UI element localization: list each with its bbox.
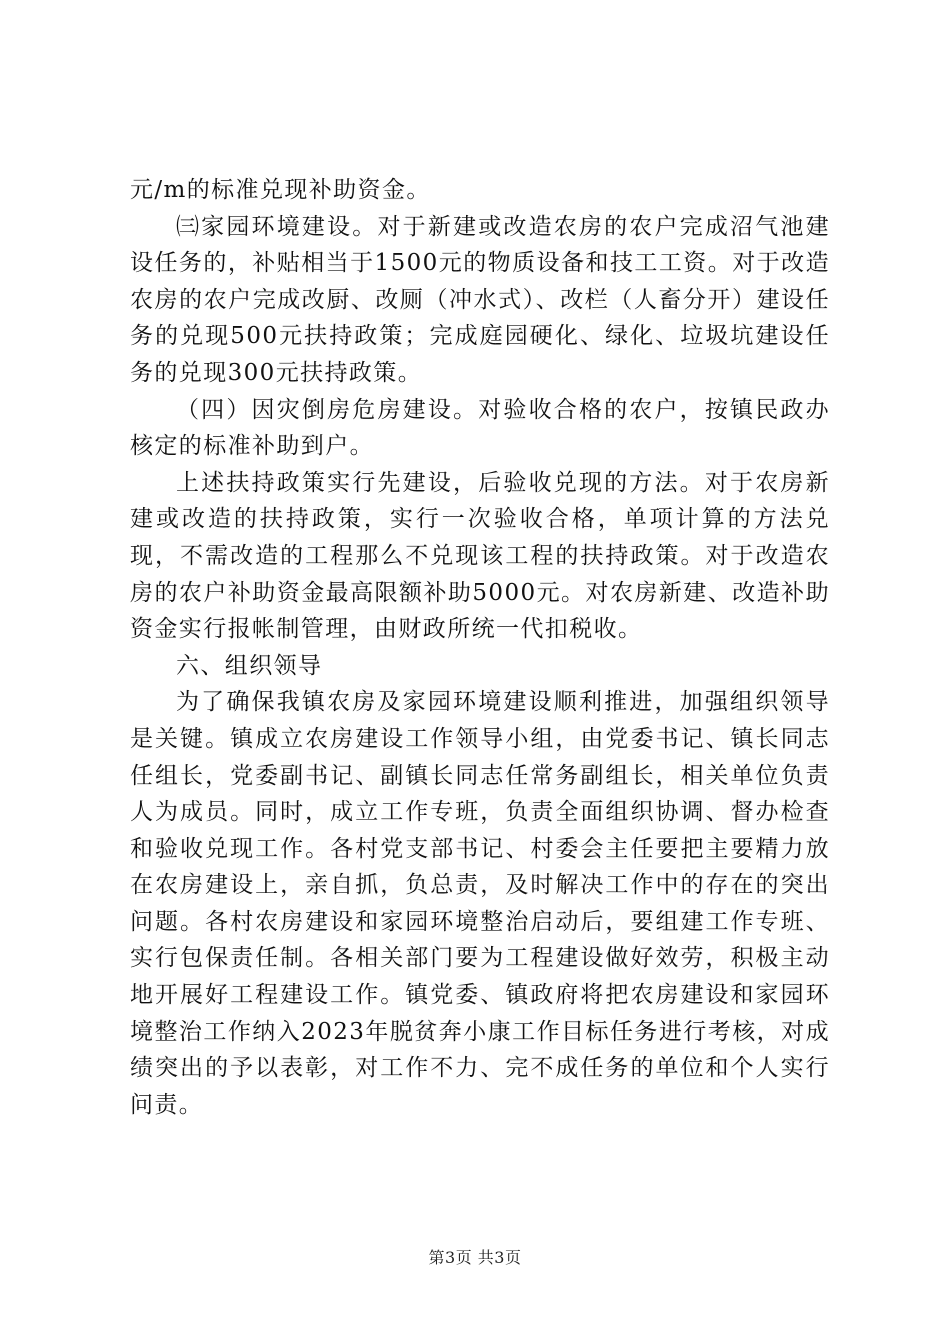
paragraph-disaster-housing: （四）因灾倒房危房建设。对验收合格的农户，按镇民政办核定的标准补助到户。 (130, 396, 830, 460)
section-heading-organization: 六、组织领导 (176, 652, 323, 679)
document-body (130, 172, 830, 1123)
page-number-footer: 第3页 共3页 (428, 1248, 522, 1267)
paragraph-home-environment: ㈢家园环境建设。对于新建或改造农房的农户完成沼气池建设任务的，补贴相当于1500元的物质设备和技工工资。对于改造农房的农户完成改厨、改厕（冲水式）、改栏（人畜分开）建设任务的兑现500元扶持政策；完成庭园硬化、绿化、垃圾坑建设任务的兑现300元扶持政策。 (130, 213, 830, 386)
paragraph-organization-leadership: 为了确保我镇农房及家园环境建设顺利推进，加强组织领导是关键。镇成立农房建设工作领导小组，由党委书记、镇长同志任组长，党委副书记、副镇长同志任常务副组长，相关单位负责人为成员。同时，成立工作专班，负责全面组织协调、督办检查和验收兑现工作。各村党支部书记、村委会主任要把主要精力放在农房建设上，亲自抓，负总责，及时解决工作中的存在的突出问题。各村农房建设和家园环境整治启动后，要组建工作专班、实行包保责任制。各相关部门要为工程建设做好效劳，积极主动地开展好工程建设工作。镇党委、镇政府将把农房建设和家园环境整治工作纳入2023年脱贫奔小康工作目标任务进行考核，对成绩突出的予以表彰，对工作不力、完不成任务的单位和个人实行问责。 (130, 689, 830, 1118)
paragraph-policy-method: 上述扶持政策实行先建设，后验收兑现的方法。对于农房新建或改造的扶持政策，实行一次验收合格，单项计算的方法兑现，不需改造的工程那么不兑现该工程的扶持政策。对于改造农房的农户补助资金最高限额补助5000元。对农房新建、改造补助资金实行报帐制管理，由财政所统一代扣税收。 (130, 469, 830, 643)
paragraph-subsidy-standard: 元/m的标准兑现补助资金。 (130, 177, 431, 203)
